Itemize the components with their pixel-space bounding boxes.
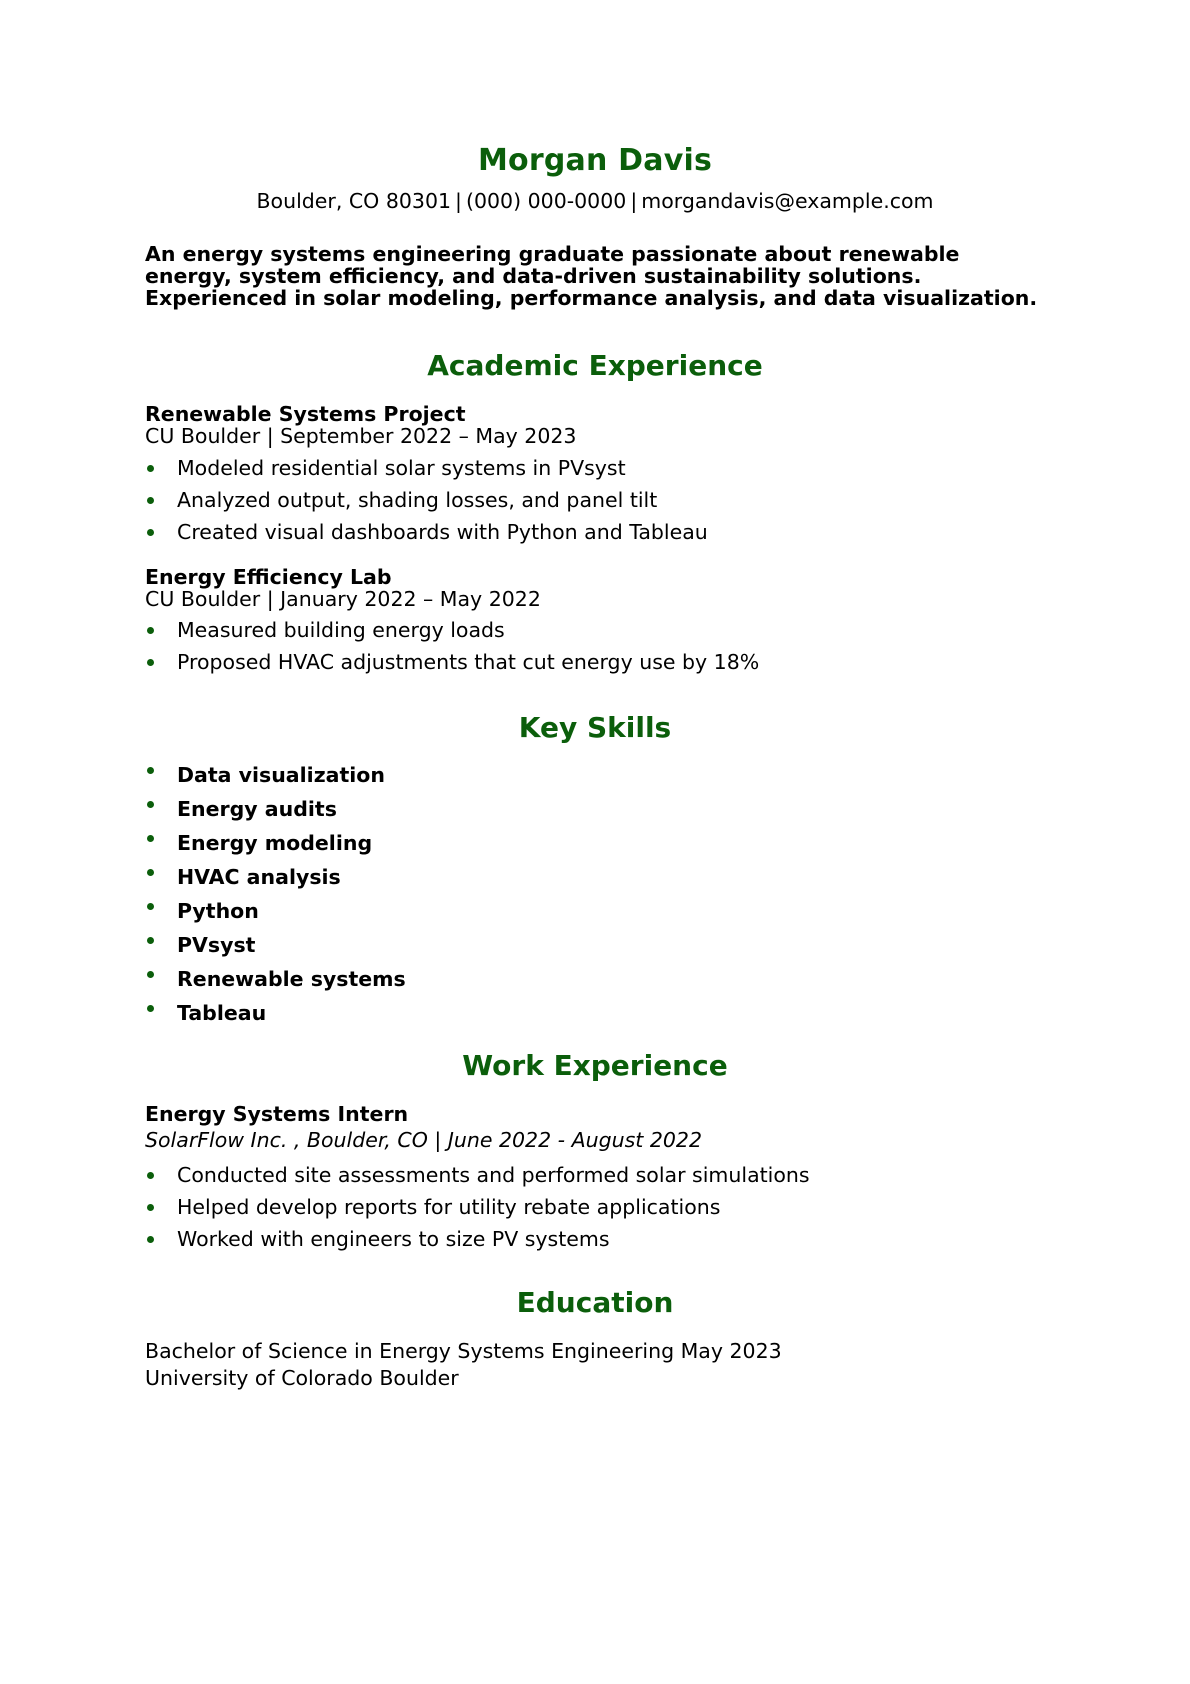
skills-list xyxy=(145,762,406,1034)
bullet-icon xyxy=(147,1172,154,1179)
bullet-icon xyxy=(147,1005,154,1012)
skill-text: Energy audits xyxy=(177,797,337,821)
section-title-education: Education xyxy=(516,1286,674,1319)
list-item-text: Created visual dashboards with Python and Tableau xyxy=(177,520,708,544)
list-item-text: Helped develop reports for utility rebate applications xyxy=(177,1195,721,1219)
skill-text: Energy modeling xyxy=(177,831,373,855)
list-item-text: Modeled residential solar systems in PVsyst xyxy=(177,456,626,480)
skill-item xyxy=(145,796,406,830)
bullet-icon xyxy=(147,767,154,774)
contact-line xyxy=(145,189,1045,213)
list-item xyxy=(145,455,708,487)
list-item xyxy=(145,1194,810,1226)
list-item xyxy=(145,1226,810,1258)
bullet-list xyxy=(145,617,759,681)
skill-text: Tableau xyxy=(177,1001,267,1025)
bullet-icon xyxy=(147,529,154,536)
entry-title: Energy Systems Intern xyxy=(145,1102,409,1126)
bullet-icon xyxy=(147,627,154,634)
bullet-icon xyxy=(147,903,154,910)
contact-location: Boulder, CO 80301 xyxy=(256,189,452,213)
list-item-text: Proposed HVAC adjustments that cut energy use by 18% xyxy=(177,650,760,674)
contact-separator: | xyxy=(630,189,638,213)
bullet-icon xyxy=(147,801,154,808)
entry-subtitle: CU Boulder | January 2022 – May 2022 xyxy=(145,587,541,611)
section-title-academic: Academic Experience xyxy=(427,349,763,382)
professional-summary: An energy systems engineering graduate passionate about renewable energy, system efficiency, and data-driven sustainability solutions. Experienced in solar modeling, performance analysis, and data visualization. xyxy=(145,242,1038,310)
bullet-list xyxy=(145,455,708,551)
skill-item xyxy=(145,898,406,932)
bullet-icon xyxy=(147,971,154,978)
bullet-icon xyxy=(147,1236,154,1243)
entry-title: Energy Efficiency Lab xyxy=(145,565,392,589)
list-item xyxy=(145,617,759,649)
list-item-text: Worked with engineers to size PV systems xyxy=(177,1227,610,1251)
bullet-icon xyxy=(147,937,154,944)
candidate-name: Morgan Davis xyxy=(477,143,713,178)
bullet-list xyxy=(145,1162,810,1258)
skill-item xyxy=(145,932,406,966)
bullet-icon xyxy=(147,659,154,666)
list-item xyxy=(145,487,708,519)
contact-separator: | xyxy=(455,189,462,213)
bullet-icon xyxy=(147,497,154,504)
entry-subtitle: CU Boulder | September 2022 – May 2023 xyxy=(145,424,577,448)
skill-text: Data visualization xyxy=(177,763,385,787)
entry-title: Renewable Systems Project xyxy=(145,402,466,426)
skill-text: Renewable systems xyxy=(177,967,406,991)
list-item xyxy=(145,1162,810,1194)
education-degree: Bachelor of Science in Energy Systems Engineering May 2023 xyxy=(145,1339,782,1363)
skill-text: HVAC analysis xyxy=(177,865,341,889)
list-item xyxy=(145,649,759,681)
skill-text: PVsyst xyxy=(177,933,256,957)
skill-text: Python xyxy=(177,899,259,923)
bullet-icon xyxy=(147,1204,154,1211)
skill-item xyxy=(145,762,406,796)
skill-item xyxy=(145,864,406,898)
skill-item xyxy=(145,966,406,1000)
bullet-icon xyxy=(147,835,154,842)
education-school: University of Colorado Boulder xyxy=(145,1366,459,1390)
skill-item xyxy=(145,1000,406,1034)
contact-email[interactable]: morgandavis@example.com xyxy=(641,189,934,213)
bullet-icon xyxy=(147,465,154,472)
section-title-skills: Key Skills xyxy=(518,711,672,744)
section-title-work: Work Experience xyxy=(462,1049,728,1082)
skill-item xyxy=(145,830,406,864)
list-item-text: Analyzed output, shading losses, and panel tilt xyxy=(177,488,658,512)
list-item xyxy=(145,519,708,551)
contact-phone: (000) 000-0000 xyxy=(465,189,627,213)
list-item-text: Conducted site assessments and performed solar simulations xyxy=(177,1163,810,1187)
entry-subtitle: SolarFlow Inc. , Boulder, CO | June 2022 - August 2022 xyxy=(145,1128,703,1152)
list-item-text: Measured building energy loads xyxy=(177,618,505,642)
bullet-icon xyxy=(147,869,154,876)
